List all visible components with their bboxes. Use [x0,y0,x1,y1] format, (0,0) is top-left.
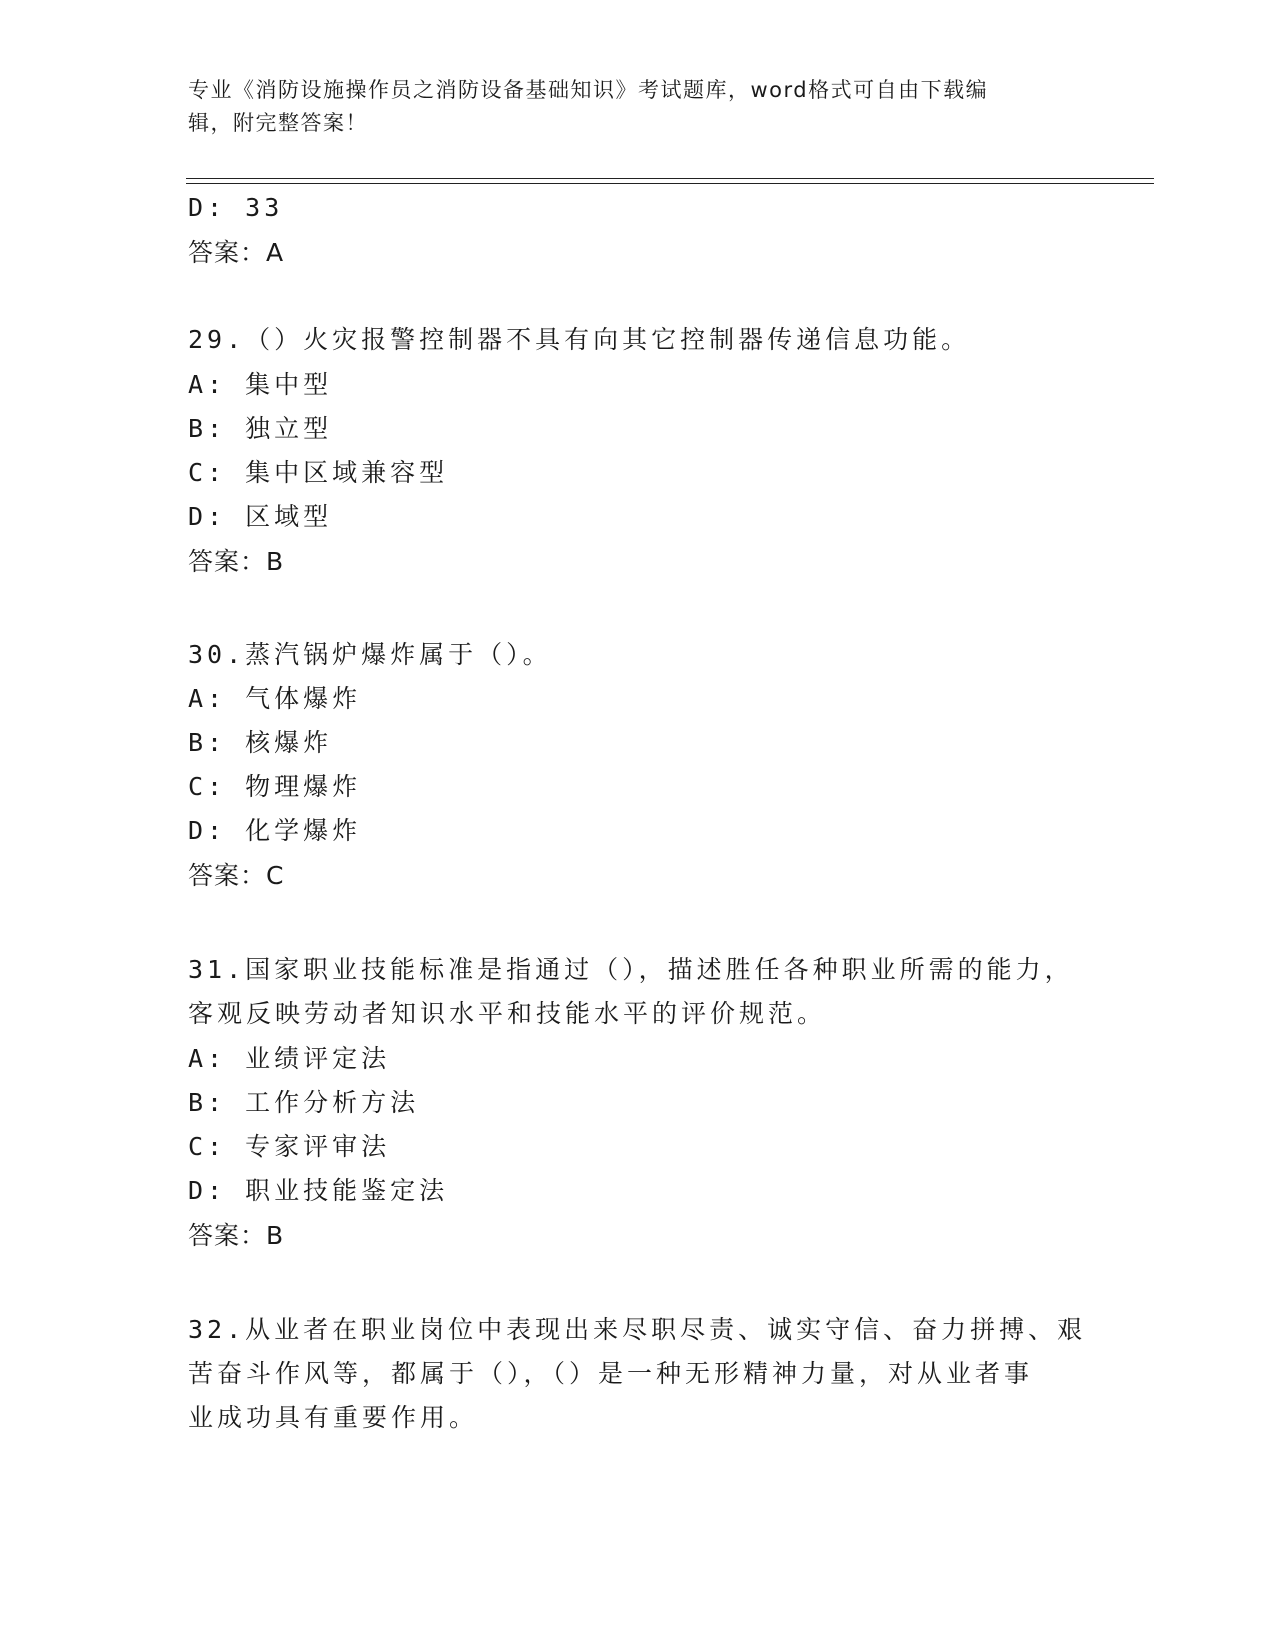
q30-option-a: A: 气体爆炸 [188,684,362,713]
q29-option-c: C: 集中区域兼容型 [188,458,449,487]
header-line-2: 辑，附完整答案！ [188,111,368,135]
header-divider-bottom [186,183,1154,184]
q30-answer: 答案：C [188,861,285,890]
prev-answer: 答案：A [188,238,285,267]
q31-option-c: C: 专家评审法 [188,1132,391,1161]
header-line-1: 专业《消防设施操作员之消防设备基础知识》考试题库，word格式可自由下载编 [188,78,989,102]
q31-stem-line-2: 客观反映劳动者知识水平和技能水平的评价规范。 [188,999,827,1028]
q29-option-b: B: 独立型 [188,414,333,443]
q31-stem-line-1: 31.国家职业技能标准是指通过（），描述胜任各种职业所需的能力， [188,955,1074,984]
q29-option-a: A: 集中型 [188,370,333,399]
q30-stem: 30.蒸汽锅炉爆炸属于（）。 [188,640,552,669]
q31-option-b: B: 工作分析方法 [188,1088,420,1117]
q30-option-b: B: 核爆炸 [188,728,333,757]
q29-option-d: D: 区域型 [188,502,333,531]
q29-answer: 答案：B [188,547,285,576]
q30-option-d: D: 化学爆炸 [188,816,362,845]
document-header [188,74,1078,140]
q31-option-a: A: 业绩评定法 [188,1044,391,1073]
q31-option-d: D: 职业技能鉴定法 [188,1176,449,1205]
q32-stem-line-2: 苦奋斗作风等，都属于（），（）是一种无形精神力量，对从业者事 [188,1359,1034,1388]
q32-stem-line-3: 业成功具有重要作用。 [188,1403,479,1432]
q29-stem: 29.（）火灾报警控制器不具有向其它控制器传递信息功能。 [188,325,971,354]
header-divider-top [186,178,1154,179]
q30-option-c: C: 物理爆炸 [188,772,362,801]
prev-option-d: D: 33 [188,193,284,222]
q31-answer: 答案：B [188,1221,285,1250]
q32-stem-line-1: 32.从业者在职业岗位中表现出来尽职尽责、诚实守信、奋力拼搏、艰 [188,1315,1087,1344]
